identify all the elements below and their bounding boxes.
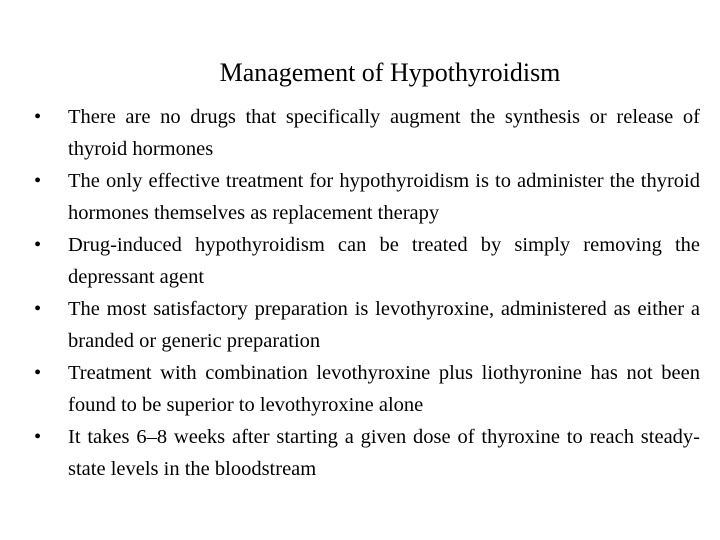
bullet-item: • The most satisfactory preparation is levothyroxine, administered as either a branded or generic preparation	[34, 293, 700, 357]
slide-title: Management of Hypothyroidism	[219, 58, 561, 87]
bullet-item: • Drug-induced hypothyroidism can be treated by simply removing the depressant agent	[34, 229, 700, 293]
bullet-item: • There are no drugs that specifically augment the synthesis or release of thyroid hormones	[34, 101, 700, 165]
bullet-list	[34, 101, 700, 485]
bullet-item: • It takes 6–8 weeks after starting a given dose of thyroxine to reach steady-state levels in the bloodstream	[34, 421, 700, 485]
bullet-item: • The only effective treatment for hypothyroidism is to administer the thyroid hormones themselves as replacement therapy	[34, 165, 700, 229]
bullet-item: • Treatment with combination levothyroxine plus liothyronine has not been found to be superior to levothyroxine alone	[34, 357, 700, 421]
